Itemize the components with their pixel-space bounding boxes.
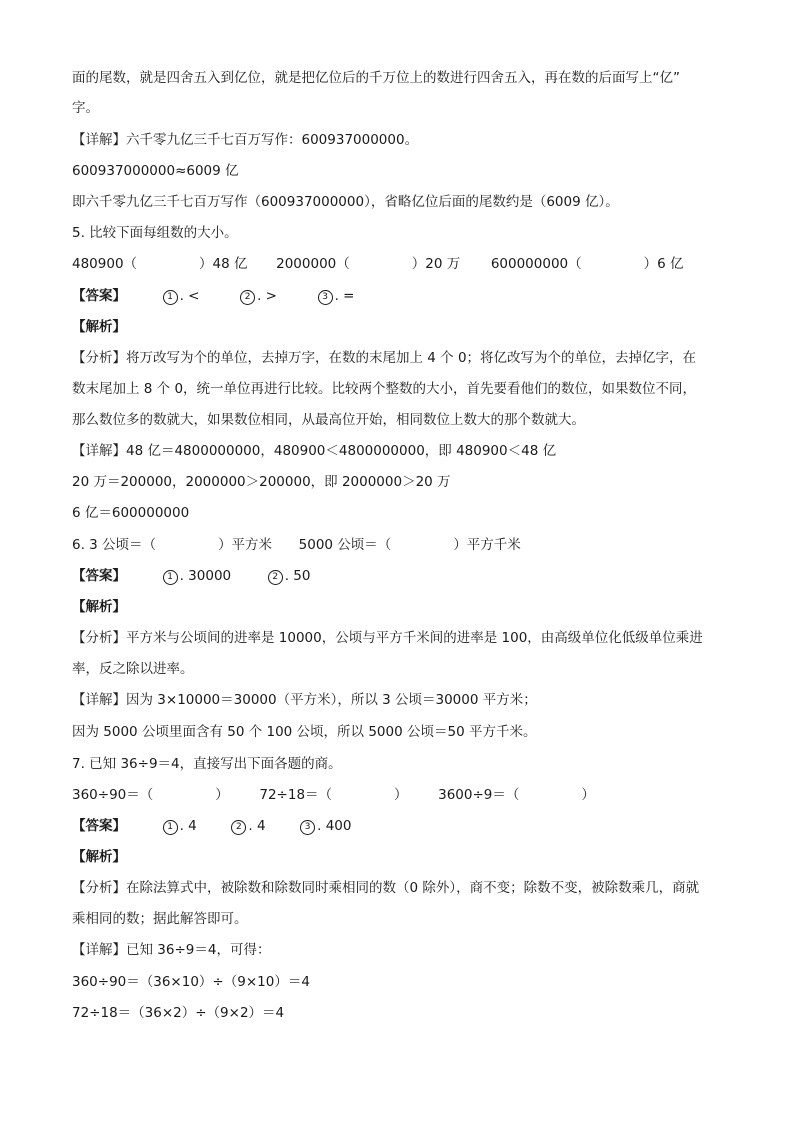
q6-title [72,535,732,555]
q7-item-3-right: ） [581,787,595,803]
q5-item-3-right: ）6 亿 [643,256,684,272]
circled-number-2: 2 [240,290,255,305]
q6-analysis-line-1 [72,628,732,648]
q4-analysis-line-1: 面的尾数，就是四舍五入到亿位，就是把亿位后的千万位上的数进行四舍五入，再在数的后面写上“亿” [72,70,680,86]
q7-item-2-left: 72÷18＝（ [259,787,333,803]
detail-tag: 【详解】 [72,942,126,958]
detail-text: 因为 3×10000＝30000（平方米），所以 3 公顷＝30000 平方米； [126,692,537,708]
q6-answer [72,566,732,586]
q5-answer [72,286,732,306]
q6-title-part-4: ）平方千米 [453,537,521,553]
circled-number-3: 3 [300,820,315,835]
q6-analysis-line-2: 率，反之除以进率。 [72,661,194,677]
analysis-tag: 【分析】 [72,880,126,896]
q6-detail-line-2: 因为 5000 公顷里面含有 50 个 100 公顷，所以 5000 公顷＝50 平方千米。 [72,724,537,740]
q5-item-3-left: 600000000（ [490,256,582,272]
q5-detail-line-1 [72,441,732,461]
q7-item-1-left: 360÷90＝（ [72,787,154,803]
q7-answer-2: . 4 [248,818,266,834]
analysis-text: 将万改写为个的单位，去掉万字，在数的末尾加上 4 个 0；将亿改写为个的单位，去掉亿字，在 [126,350,697,366]
answer-tag: 【答案】 [72,818,126,834]
circled-number-1: 1 [163,570,178,585]
detail-tag: 【详解】 [72,132,126,148]
q4-detail-line-1 [72,130,732,150]
detail-text: 六千零九亿三千七百万写作：600937000000。 [126,132,419,148]
circled-number-3: 3 [318,290,333,305]
analysis-text: 平方米与公顷间的进率是 10000，公顷与平方千米间的进率是 100，由高级单位化低级单位乘进 [126,630,703,646]
circled-number-1: 1 [163,290,178,305]
q7-analysis-line-2: 乘相同的数；据此解答即可。 [72,911,248,927]
q7-answer-1: . 4 [179,818,197,834]
q5-item-1-right: ）48 亿 [199,256,248,272]
q6-answer-2: . 50 [284,568,311,584]
q6-title-part-3: 5000 公顷＝（ [298,537,392,553]
answer-tag: 【答案】 [72,288,126,304]
circled-number-2: 2 [231,820,246,835]
analysis-tag: 【分析】 [72,630,126,646]
q5-items [72,254,732,274]
q5-detail-line-3: 6 亿＝600000000 [72,505,190,521]
q5-analysis-line-2: 数末尾加上 8 个 0，统一单位再进行比较。比较两个整数的大小，首先要看他们的数位，如果数位不同， [72,381,697,397]
q5-analysis-line-3: 那么数位多的数就大，如果数位相同，从最高位开始，相同数位上数大的那个数就大。 [72,412,585,428]
q6-jiexi: 【解析】 [72,599,126,615]
q7-item-1-right: ） [215,787,229,803]
q4-analysis-line-2: 字。 [72,100,99,116]
q5-answer-1: . < [179,288,200,304]
q5-answer-3: . = [334,288,355,304]
detail-text: 已知 36÷9＝4，可得： [126,942,271,958]
q7-jiexi: 【解析】 [72,849,126,865]
q7-item-3-left: 3600÷9＝（ [438,787,520,803]
q5-detail-line-2: 20 万＝200000，2000000＞200000，即 2000000＞20 万 [72,474,451,490]
detail-tag: 【详解】 [72,443,126,459]
circled-number-1: 1 [163,820,178,835]
q7-detail-line-3: 72÷18＝（36×2）÷（9×2）＝4 [72,1005,285,1021]
q5-item-2-left: 2000000（ [276,256,350,272]
q6-detail-line-1 [72,690,732,710]
q7-detail-line-2: 360÷90＝（36×10）÷（9×10）＝4 [72,974,310,990]
analysis-text: 在除法算式中，被除数和除数同时乘相同的数（0 除外），商不变；除数不变，被除数乘几，商就 [126,880,700,896]
q7-title: 7. 已知 36÷9＝4，直接写出下面各题的商。 [72,756,342,772]
q5-item-1-left: 480900（ [72,256,138,272]
q7-detail-line-1 [72,940,732,960]
q6-title-part-2: ）平方米 [218,537,273,553]
q7-analysis-line-1 [72,878,732,898]
q5-item-2-right: ）20 万 [411,256,461,272]
q6-title-part-1: 6. 3 公顷＝（ [72,537,157,553]
q5-answer-2: . > [257,288,277,304]
q7-answer [72,816,732,836]
q4-detail-line-2: 600937000000≈6009 亿 [72,163,239,179]
answer-tag: 【答案】 [72,568,126,584]
q7-answer-3: . 400 [317,818,352,834]
detail-text: 48 亿＝4800000000，480900＜4800000000，即 480900＜48 亿 [126,443,557,459]
q7-item-2-right: ） [394,787,408,803]
circled-number-2: 2 [268,570,283,585]
q6-answer-1: . 30000 [179,568,232,584]
q4-detail-line-3: 即六千零九亿三千七百万写作（600937000000），省略亿位后面的尾数约是（6009 亿）。 [72,194,619,210]
detail-tag: 【详解】 [72,692,126,708]
q5-title: 5. 比较下面每组数的大小。 [72,225,238,241]
q5-analysis-line-1 [72,348,732,368]
q7-items [72,785,732,805]
analysis-tag: 【分析】 [72,350,126,366]
q5-jiexi: 【解析】 [72,319,126,335]
